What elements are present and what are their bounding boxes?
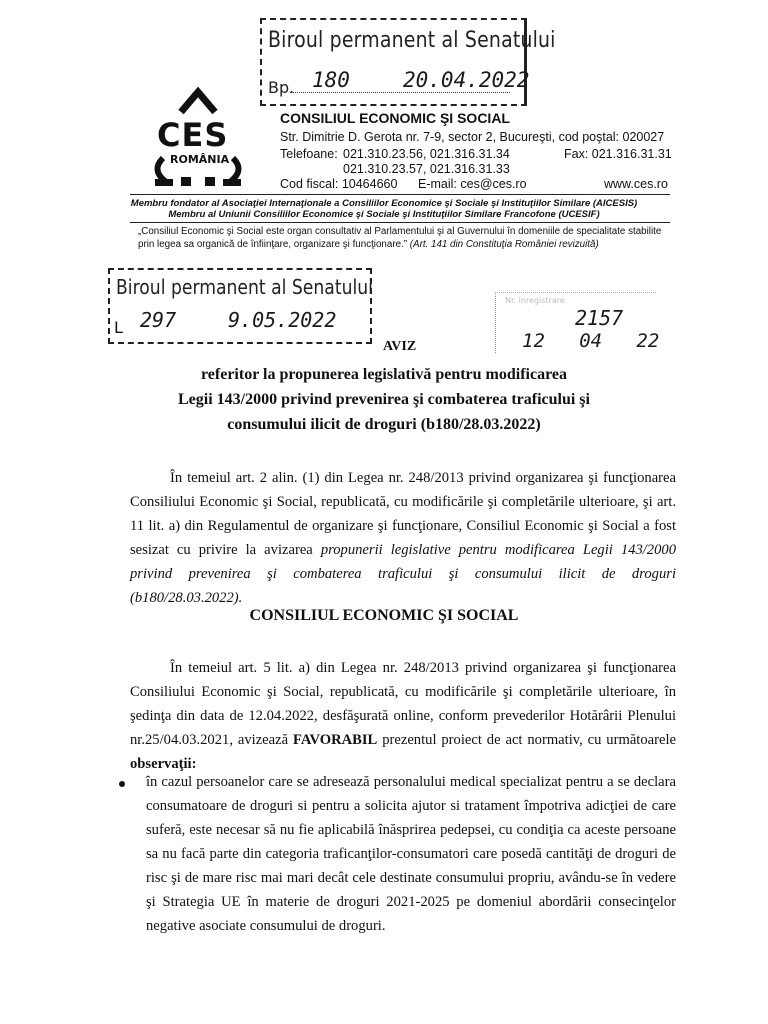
registration-number: 2157	[575, 306, 624, 330]
membership-line-2: Membru al Uniunii Consiliilor Economice şi Sociale şi Instituţiilor Similare Francofone (UCESIF)	[168, 209, 600, 220]
stamp-top-dotted-line	[290, 92, 510, 93]
title-line-2: Legii 143/2000 privind prevenirea şi combaterea traficului şi	[178, 391, 590, 408]
fax-number: Fax: 021.316.31.31	[564, 147, 672, 161]
address: Str. Dimitrie D. Gerota nr. 7-9, sector 2, Bucureşti, cod poştal: 020027	[280, 130, 665, 144]
logo-country: ROMÂNIA	[170, 153, 230, 166]
stamp-top-title: Biroul permanent al Senatului	[268, 28, 556, 53]
fiscal-code: Cod fiscal: 10464660	[280, 177, 398, 191]
stamp-second-number: 297	[140, 308, 177, 332]
phones-label: Telefoane:	[280, 147, 338, 161]
body-paragraph: În temeiul art. 5 lit. a) din Legea nr. 248/2013 privind organizarea şi funcţionarea Consiliului Economic şi Social, republicată, cu modificările şi completările ulterioare, în şedinţa din data de 12.04.2022, desfăşurată online, conform prevederilor Hotărârii Plenului nr.25/04.03.2021, avizează FAVORABIL prezentul proiect de act normativ, cu următoarele observaţii:	[130, 660, 676, 772]
organization-name: CONSILIUL ECONOMIC ŞI SOCIAL	[280, 110, 510, 126]
intro-paragraph	[130, 466, 676, 610]
stamp-second-prefix: L	[114, 318, 123, 337]
document-type: AVIZ	[383, 339, 417, 354]
stamp-top-number: 180	[312, 68, 350, 92]
bullet-marker	[119, 781, 125, 787]
quote-text: „Consiliul Economic şi Social este organ consultativ al Parlamentului şi al Guvernului în domeniile de specialitate stabilite prin legea sa organică de înfiinţare, organizare şi funcţionare.”	[138, 226, 662, 250]
membership-line-1: Membru fondator al Asociaţiei Internaţionale a Consiliilor Economice şi Sociale şi Instituţiilor Similare (AICESIS)	[130, 198, 638, 209]
logo-acronym: CES	[157, 116, 229, 154]
stamp-top-prefix: Bp.	[268, 78, 295, 97]
quote-source: (Art. 141 din Constituţia României revizuită)	[409, 239, 599, 250]
body-text-continued: prezentul proiect de act normativ, cu următoarele	[382, 732, 676, 748]
title-line-3: consumului ilicit de droguri (b180/28.03.2022)	[227, 416, 541, 433]
membership-divider	[130, 222, 670, 223]
phones-line-1: 021.310.23.56, 021.316.31.34	[343, 147, 510, 161]
stamp-second-date: 9.05.2022	[228, 308, 337, 332]
phones-line-2: 021.310.23.57, 021.316.31.33	[343, 162, 510, 176]
observatii-label: observaţii	[130, 756, 192, 772]
website: www.ces.ro	[604, 177, 668, 191]
body-text: În temeiul art. 5 lit. a) din Legea nr. 248/2013 privind organizarea şi funcţionarea Consiliului Economic şi Social, republicată, cu modificările şi completările ulterioare, în şedinţa din data de 12.04.2022, desfăşurată online, conform prevederilor Hotărârii Plenului nr.25/04.03.2021, avizează	[130, 660, 676, 748]
intro-italic-text: propunerii legislative pentru modificarea Legii 143/2000 privind prevenirea şi combaterea traficului şi consumului ilicit de droguri (b180/28.03.2022).	[130, 542, 676, 606]
header-divider	[130, 194, 670, 195]
registration-date: 12 04 22	[522, 330, 660, 352]
title-line-1: referitor la propunerea legislativă pentru modificarea	[200, 366, 568, 383]
stamp-second-title: Biroul permanent al Senatului	[116, 275, 373, 299]
constitution-quote	[138, 225, 678, 251]
intro-text: În temeiul art. 2 alin. (1) din Legea nr. 248/2013 privind organizarea şi funcţionarea Consiliului Economic şi Social, republicată, cu modificările şi completările ulterioare, şi art. 11 lit. a) din Regulamentul de organizare şi funcţionare, Consiliul Economic şi Social a fost sesizat cu privire la avizarea	[130, 470, 676, 558]
stamp-top-date: 20.04.2022	[403, 68, 530, 92]
registration-faint-text: Nr. înregistrare	[505, 296, 565, 305]
email: E-mail: ces@ces.ro	[418, 177, 527, 191]
favorabil-emphasis: FAVORABIL	[292, 732, 378, 748]
bullet-item: în cazul persoanelor care se adresează personalului medical specializat pentru a se declara consumatoare de droguri si pentru a solicita ajutor si tratament împotriva adicţiei de care suferă, este necesar să nu fie aplicabilă înăsprirea pedepsei, cu condiţia ca aceste persoane sa nu facă parte din categoria traficanţilor-consumatori care posedă cantităţi de droguri de risc şi de mare risc mai mari decât cele destinate consumului propriu, avându-se în vedere şi Strategia UE în materie de droguri 2021-2025 pe domeniul abordării consecinţelor negative asociate consumului de droguri.	[146, 774, 676, 934]
section-heading: CONSILIUL ECONOMIC ŞI SOCIAL	[249, 607, 519, 624]
